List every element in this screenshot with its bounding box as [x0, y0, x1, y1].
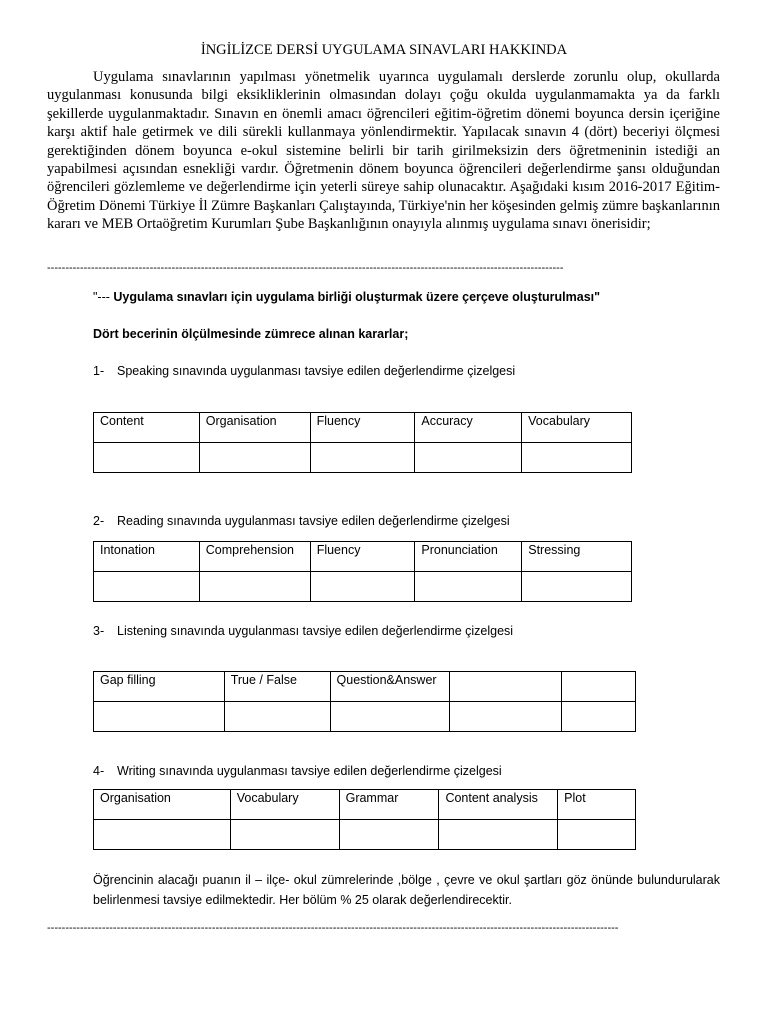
table-cell [558, 820, 636, 850]
table-cell [339, 820, 439, 850]
table-row [94, 572, 632, 602]
reading-rubric-table [93, 541, 632, 602]
table-header-cell [562, 672, 636, 702]
table-cell [450, 702, 562, 732]
table-cell [415, 443, 522, 473]
table-header-cell: Fluency [310, 542, 415, 572]
table-header-cell: True / False [224, 672, 330, 702]
table-cell [522, 572, 632, 602]
table-row [94, 820, 636, 850]
table-cell [199, 572, 310, 602]
heading-quote-prefix: "--- [93, 290, 114, 304]
closing-paragraph: Öğrencinin alacağı puanın il – ilçe- okul zümrelerinde ,bölge , çevre ve okul şartları göz önünde bulundurularak belirlenmesi tavsiye edilmektedir. Her bölüm % 25 olarak değerlendirecektir. [93, 873, 720, 907]
table-header-cell: Pronunciation [415, 542, 522, 572]
speaking-rubric-table [93, 412, 632, 473]
table-row [94, 443, 632, 473]
section-reading-heading [93, 514, 510, 528]
table-header-cell [450, 672, 562, 702]
section-text: Listening sınavında uygulanması tavsiye edilen değerlendirme çizelgesi [117, 624, 514, 638]
table-header-row [94, 542, 632, 572]
divider-bottom: ------------------------------------------------------------------------------------------------------------------------------------------------------------ [47, 922, 619, 934]
table-cell [562, 702, 636, 732]
table-header-cell: Vocabulary [230, 790, 339, 820]
section-number: 4- [93, 764, 105, 778]
section-text: Speaking sınavında uygulanması tavsiye edilen değerlendirme çizelgesi [117, 364, 516, 378]
table-header-cell: Content analysis [439, 790, 558, 820]
divider-top: --------------------------------------------------------------------------------------------------------------------------------------------- [47, 262, 564, 274]
heading-framework-text: Uygulama sınavları için uygulama birliği oluşturmak üzere çerçeve oluşturulması" [113, 290, 601, 304]
table-cell [415, 572, 522, 602]
table-header-cell: Gap filling [94, 672, 225, 702]
listening-rubric-table [93, 671, 636, 732]
table-header-row [94, 790, 636, 820]
decisions-heading: Dört becerinin ölçülmesinde zümrece alınan kararlar; [93, 327, 409, 341]
table-header-cell: Organisation [94, 790, 231, 820]
document-title: İNGİLİZCE DERSİ UYGULAMA SINAVLARI HAKKINDA [200, 42, 568, 58]
table-header-cell: Accuracy [415, 413, 522, 443]
section-writing-heading [93, 764, 502, 778]
table-cell [94, 820, 231, 850]
table-header-cell: Stressing [522, 542, 632, 572]
table-cell [310, 572, 415, 602]
section-speaking-heading [93, 364, 515, 378]
section-number: 2- [93, 514, 105, 528]
table-cell [522, 443, 632, 473]
table-header-cell: Intonation [94, 542, 200, 572]
section-text: Reading sınavında uygulanması tavsiye edilen değerlendirme çizelgesi [117, 514, 510, 528]
table-header-cell: Question&Answer [330, 672, 450, 702]
section-number: 3- [93, 624, 105, 638]
table-header-cell: Grammar [339, 790, 439, 820]
intro-paragraph: Uygulama sınavlarının yapılması yönetmelik uyarınca uygulamalı derslerde zorunlu olup, okullarda uygulanması konusunda bilgi eksikliklerinin olmasından dolayı çoğu okulda uygulanmamakta ya da farklı şekillerde uygulanmaktadır. Sınavın en önemli amacı öğrencileri eğitim-öğretim dönemi boyunca dersin içeriğine karşı aktif hale getirmek ve dili sürekli kullanmaya yönlendirmektir. Yapılacak sınavın 4 (dört) beceriyi ölçmesi gerektiğinden dönem boyunca e-okul sistemine belirli bir tarih girilmeksizin ders öğretmeninin istediği an yapabilmesi açısından esnekliği vardır. Öğretmenin dönem boyunca öğrencileri değerlendirme şansı olduğundan öğrencileri gözlemleme ve değerlendirme için yeterli süreye sahip olunacaktır. Aşağıdaki kısım 2016-2017 Eğitim-Öğretim Dönemi Türkiye İl Zümre Başkanları Çalıştayında, Türkiye'nin her köşesinden gelmiş zümre başkanlarının kararı ve MEB Ortaöğretim Kurumları Şube Başkanlığının onayıyla alınmış uygulama sınavı önerisidir; [47, 69, 720, 233]
table-cell [439, 820, 558, 850]
table-header-cell: Comprehension [199, 542, 310, 572]
table-header-row [94, 672, 636, 702]
table-header-cell: Fluency [310, 413, 415, 443]
table-header-cell: Vocabulary [522, 413, 632, 443]
section-text: Writing sınavında uygulanması tavsiye edilen değerlendirme çizelgesi [117, 764, 502, 778]
table-cell [94, 443, 200, 473]
table-cell [310, 443, 415, 473]
table-cell [94, 702, 225, 732]
section-listening-heading [93, 624, 513, 638]
table-row [94, 702, 636, 732]
table-cell [199, 443, 310, 473]
table-header-cell: Organisation [199, 413, 310, 443]
framework-heading [93, 290, 600, 304]
writing-rubric-table [93, 789, 636, 850]
table-header-row [94, 413, 632, 443]
table-header-cell: Content [94, 413, 200, 443]
table-cell [330, 702, 450, 732]
table-cell [230, 820, 339, 850]
table-cell [94, 572, 200, 602]
table-header-cell: Plot [558, 790, 636, 820]
table-cell [224, 702, 330, 732]
section-number: 1- [93, 364, 105, 378]
